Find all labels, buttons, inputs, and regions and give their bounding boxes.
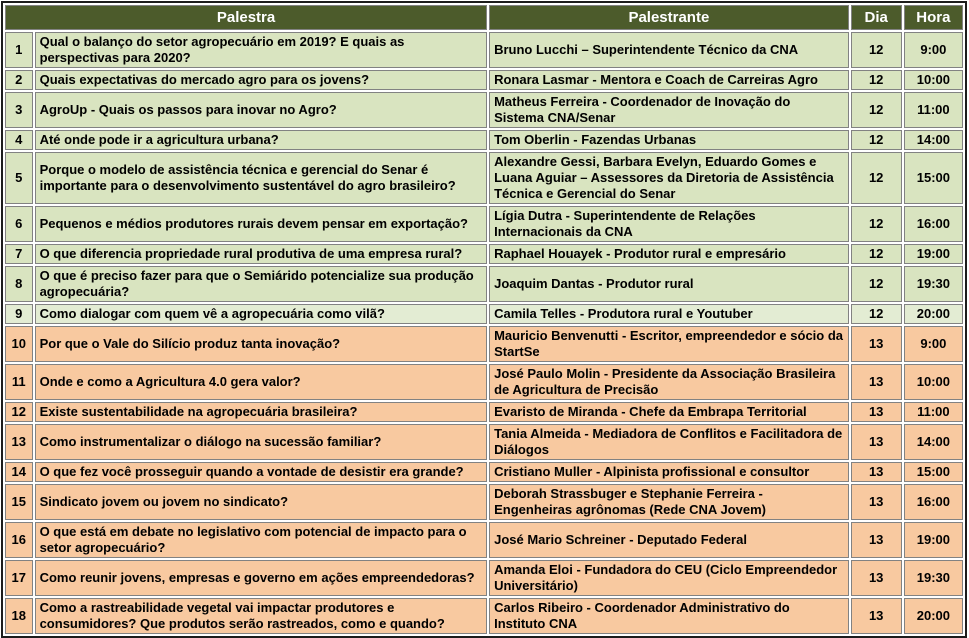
table-row xyxy=(5,152,963,204)
time-value: 10:00 xyxy=(904,364,963,400)
day-value: 13 xyxy=(851,484,902,520)
lecture-title: Por que o Vale do Silício produz tanta inovação? xyxy=(35,326,488,362)
lecture-title: O que está em debate no legislativo com potencial de impacto para o setor agropecuário? xyxy=(35,522,488,558)
speaker-name: Joaquim Dantas - Produtor rural xyxy=(489,266,849,302)
row-number: 18 xyxy=(5,598,33,634)
column-header-dia: Dia xyxy=(851,5,902,30)
lecture-title: O que diferencia propriedade rural produtiva de uma empresa rural? xyxy=(35,244,488,264)
row-number: 8 xyxy=(5,266,33,302)
column-header-palestra: Palestra xyxy=(5,5,487,30)
lecture-title: O que é preciso fazer para que o Semiárido potencialize sua produção agropecuária? xyxy=(35,266,488,302)
day-value: 12 xyxy=(851,304,902,324)
time-value: 19:30 xyxy=(904,560,963,596)
time-value: 16:00 xyxy=(904,484,963,520)
lecture-title: AgroUp - Quais os passos para inovar no Agro? xyxy=(35,92,488,128)
speaker-name: Deborah Strassbuger e Stephanie Ferreira - Engenheiras agrônomas (Rede CNA Jovem) xyxy=(489,484,849,520)
table-row xyxy=(5,402,963,422)
day-value: 13 xyxy=(851,560,902,596)
lecture-title: Sindicato jovem ou jovem no sindicato? xyxy=(35,484,488,520)
day-value: 13 xyxy=(851,598,902,634)
speaker-name: Raphael Houayek - Produtor rural e empresário xyxy=(489,244,849,264)
lecture-title: Qual o balanço do setor agropecuário em 2019? E quais as perspectivas para 2020? xyxy=(35,32,488,68)
row-number: 6 xyxy=(5,206,33,242)
row-number: 2 xyxy=(5,70,33,90)
time-value: 20:00 xyxy=(904,598,963,634)
table-row xyxy=(5,304,963,324)
schedule-header xyxy=(5,5,963,30)
row-number: 17 xyxy=(5,560,33,596)
speaker-name: Tania Almeida - Mediadora de Conflitos e Facilitadora de Diálogos xyxy=(489,424,849,460)
table-row xyxy=(5,598,963,634)
speaker-name: Matheus Ferreira - Coordenador de Inovação do Sistema CNA/Senar xyxy=(489,92,849,128)
table-row xyxy=(5,92,963,128)
table-row xyxy=(5,424,963,460)
row-number: 12 xyxy=(5,402,33,422)
row-number: 5 xyxy=(5,152,33,204)
row-number: 3 xyxy=(5,92,33,128)
row-number: 9 xyxy=(5,304,33,324)
row-number: 16 xyxy=(5,522,33,558)
table-row xyxy=(5,130,963,150)
table-row xyxy=(5,32,963,68)
time-value: 9:00 xyxy=(904,32,963,68)
day-value: 13 xyxy=(851,424,902,460)
time-value: 15:00 xyxy=(904,152,963,204)
time-value: 14:00 xyxy=(904,424,963,460)
table-row xyxy=(5,462,963,482)
day-value: 12 xyxy=(851,206,902,242)
time-value: 11:00 xyxy=(904,92,963,128)
time-value: 9:00 xyxy=(904,326,963,362)
row-number: 4 xyxy=(5,130,33,150)
day-value: 13 xyxy=(851,402,902,422)
row-number: 11 xyxy=(5,364,33,400)
day-value: 12 xyxy=(851,92,902,128)
schedule-body xyxy=(5,32,963,634)
day-value: 12 xyxy=(851,152,902,204)
row-number: 15 xyxy=(5,484,33,520)
speaker-name: Tom Oberlin - Fazendas Urbanas xyxy=(489,130,849,150)
day-value: 12 xyxy=(851,244,902,264)
day-value: 13 xyxy=(851,364,902,400)
speaker-name: José Paulo Molin - Presidente da Associação Brasileira de Agricultura de Precisão xyxy=(489,364,849,400)
row-number: 14 xyxy=(5,462,33,482)
row-number: 7 xyxy=(5,244,33,264)
speaker-name: Alexandre Gessi, Barbara Evelyn, Eduardo Gomes e Luana Aguiar – Assessores da Diretoria de Assistência Técnica e Gerencial do Senar xyxy=(489,152,849,204)
speaker-name: Carlos Ribeiro - Coordenador Administrativo do Instituto CNA xyxy=(489,598,849,634)
time-value: 19:00 xyxy=(904,522,963,558)
speaker-name: Cristiano Muller - Alpinista profissional e consultor xyxy=(489,462,849,482)
row-number: 1 xyxy=(5,32,33,68)
row-number: 13 xyxy=(5,424,33,460)
day-value: 12 xyxy=(851,32,902,68)
table-row xyxy=(5,70,963,90)
time-value: 16:00 xyxy=(904,206,963,242)
lecture-title: Existe sustentabilidade na agropecuária brasileira? xyxy=(35,402,488,422)
table-row xyxy=(5,326,963,362)
column-header-hora: Hora xyxy=(904,5,963,30)
speaker-name: Evaristo de Miranda - Chefe da Embrapa Territorial xyxy=(489,402,849,422)
table-row xyxy=(5,522,963,558)
table-row xyxy=(5,560,963,596)
lecture-title: Como a rastreabilidade vegetal vai impactar produtores e consumidores? Que produtos serão rastreados, como e quando? xyxy=(35,598,488,634)
schedule-table xyxy=(1,1,967,638)
table-row xyxy=(5,484,963,520)
speaker-name: Bruno Lucchi – Superintendente Técnico da CNA xyxy=(489,32,849,68)
lecture-title: O que fez você prosseguir quando a vontade de desistir era grande? xyxy=(35,462,488,482)
day-value: 12 xyxy=(851,130,902,150)
speaker-name: Lígia Dutra - Superintendente de Relações Internacionais da CNA xyxy=(489,206,849,242)
row-number: 10 xyxy=(5,326,33,362)
day-value: 13 xyxy=(851,462,902,482)
lecture-title: Como instrumentalizar o diálogo na sucessão familiar? xyxy=(35,424,488,460)
day-value: 12 xyxy=(851,266,902,302)
time-value: 14:00 xyxy=(904,130,963,150)
day-value: 13 xyxy=(851,326,902,362)
speaker-name: Ronara Lasmar - Mentora e Coach de Carreiras Agro xyxy=(489,70,849,90)
time-value: 19:00 xyxy=(904,244,963,264)
header-row xyxy=(5,5,963,30)
time-value: 20:00 xyxy=(904,304,963,324)
lecture-title: Onde e como a Agricultura 4.0 gera valor? xyxy=(35,364,488,400)
time-value: 10:00 xyxy=(904,70,963,90)
table-row xyxy=(5,364,963,400)
lecture-title: Como dialogar com quem vê a agropecuária como vilã? xyxy=(35,304,488,324)
time-value: 15:00 xyxy=(904,462,963,482)
lecture-title: Pequenos e médios produtores rurais devem pensar em exportação? xyxy=(35,206,488,242)
speaker-name: Camila Telles - Produtora rural e Youtuber xyxy=(489,304,849,324)
table-row xyxy=(5,206,963,242)
lecture-title: Como reunir jovens, empresas e governo em ações empreendedoras? xyxy=(35,560,488,596)
lecture-title: Quais expectativas do mercado agro para os jovens? xyxy=(35,70,488,90)
column-header-palestrante: Palestrante xyxy=(489,5,849,30)
table-row xyxy=(5,244,963,264)
speaker-name: Mauricio Benvenutti - Escritor, empreendedor e sócio da StartSe xyxy=(489,326,849,362)
time-value: 11:00 xyxy=(904,402,963,422)
day-value: 12 xyxy=(851,70,902,90)
table-row xyxy=(5,266,963,302)
lecture-title: Porque o modelo de assistência técnica e gerencial do Senar é importante para o desenvolvimento sustentável do agro brasileiro? xyxy=(35,152,488,204)
speaker-name: José Mario Schreiner - Deputado Federal xyxy=(489,522,849,558)
day-value: 13 xyxy=(851,522,902,558)
speaker-name: Amanda Eloi - Fundadora do CEU (Ciclo Empreendedor Universitário) xyxy=(489,560,849,596)
time-value: 19:30 xyxy=(904,266,963,302)
lecture-title: Até onde pode ir a agricultura urbana? xyxy=(35,130,488,150)
